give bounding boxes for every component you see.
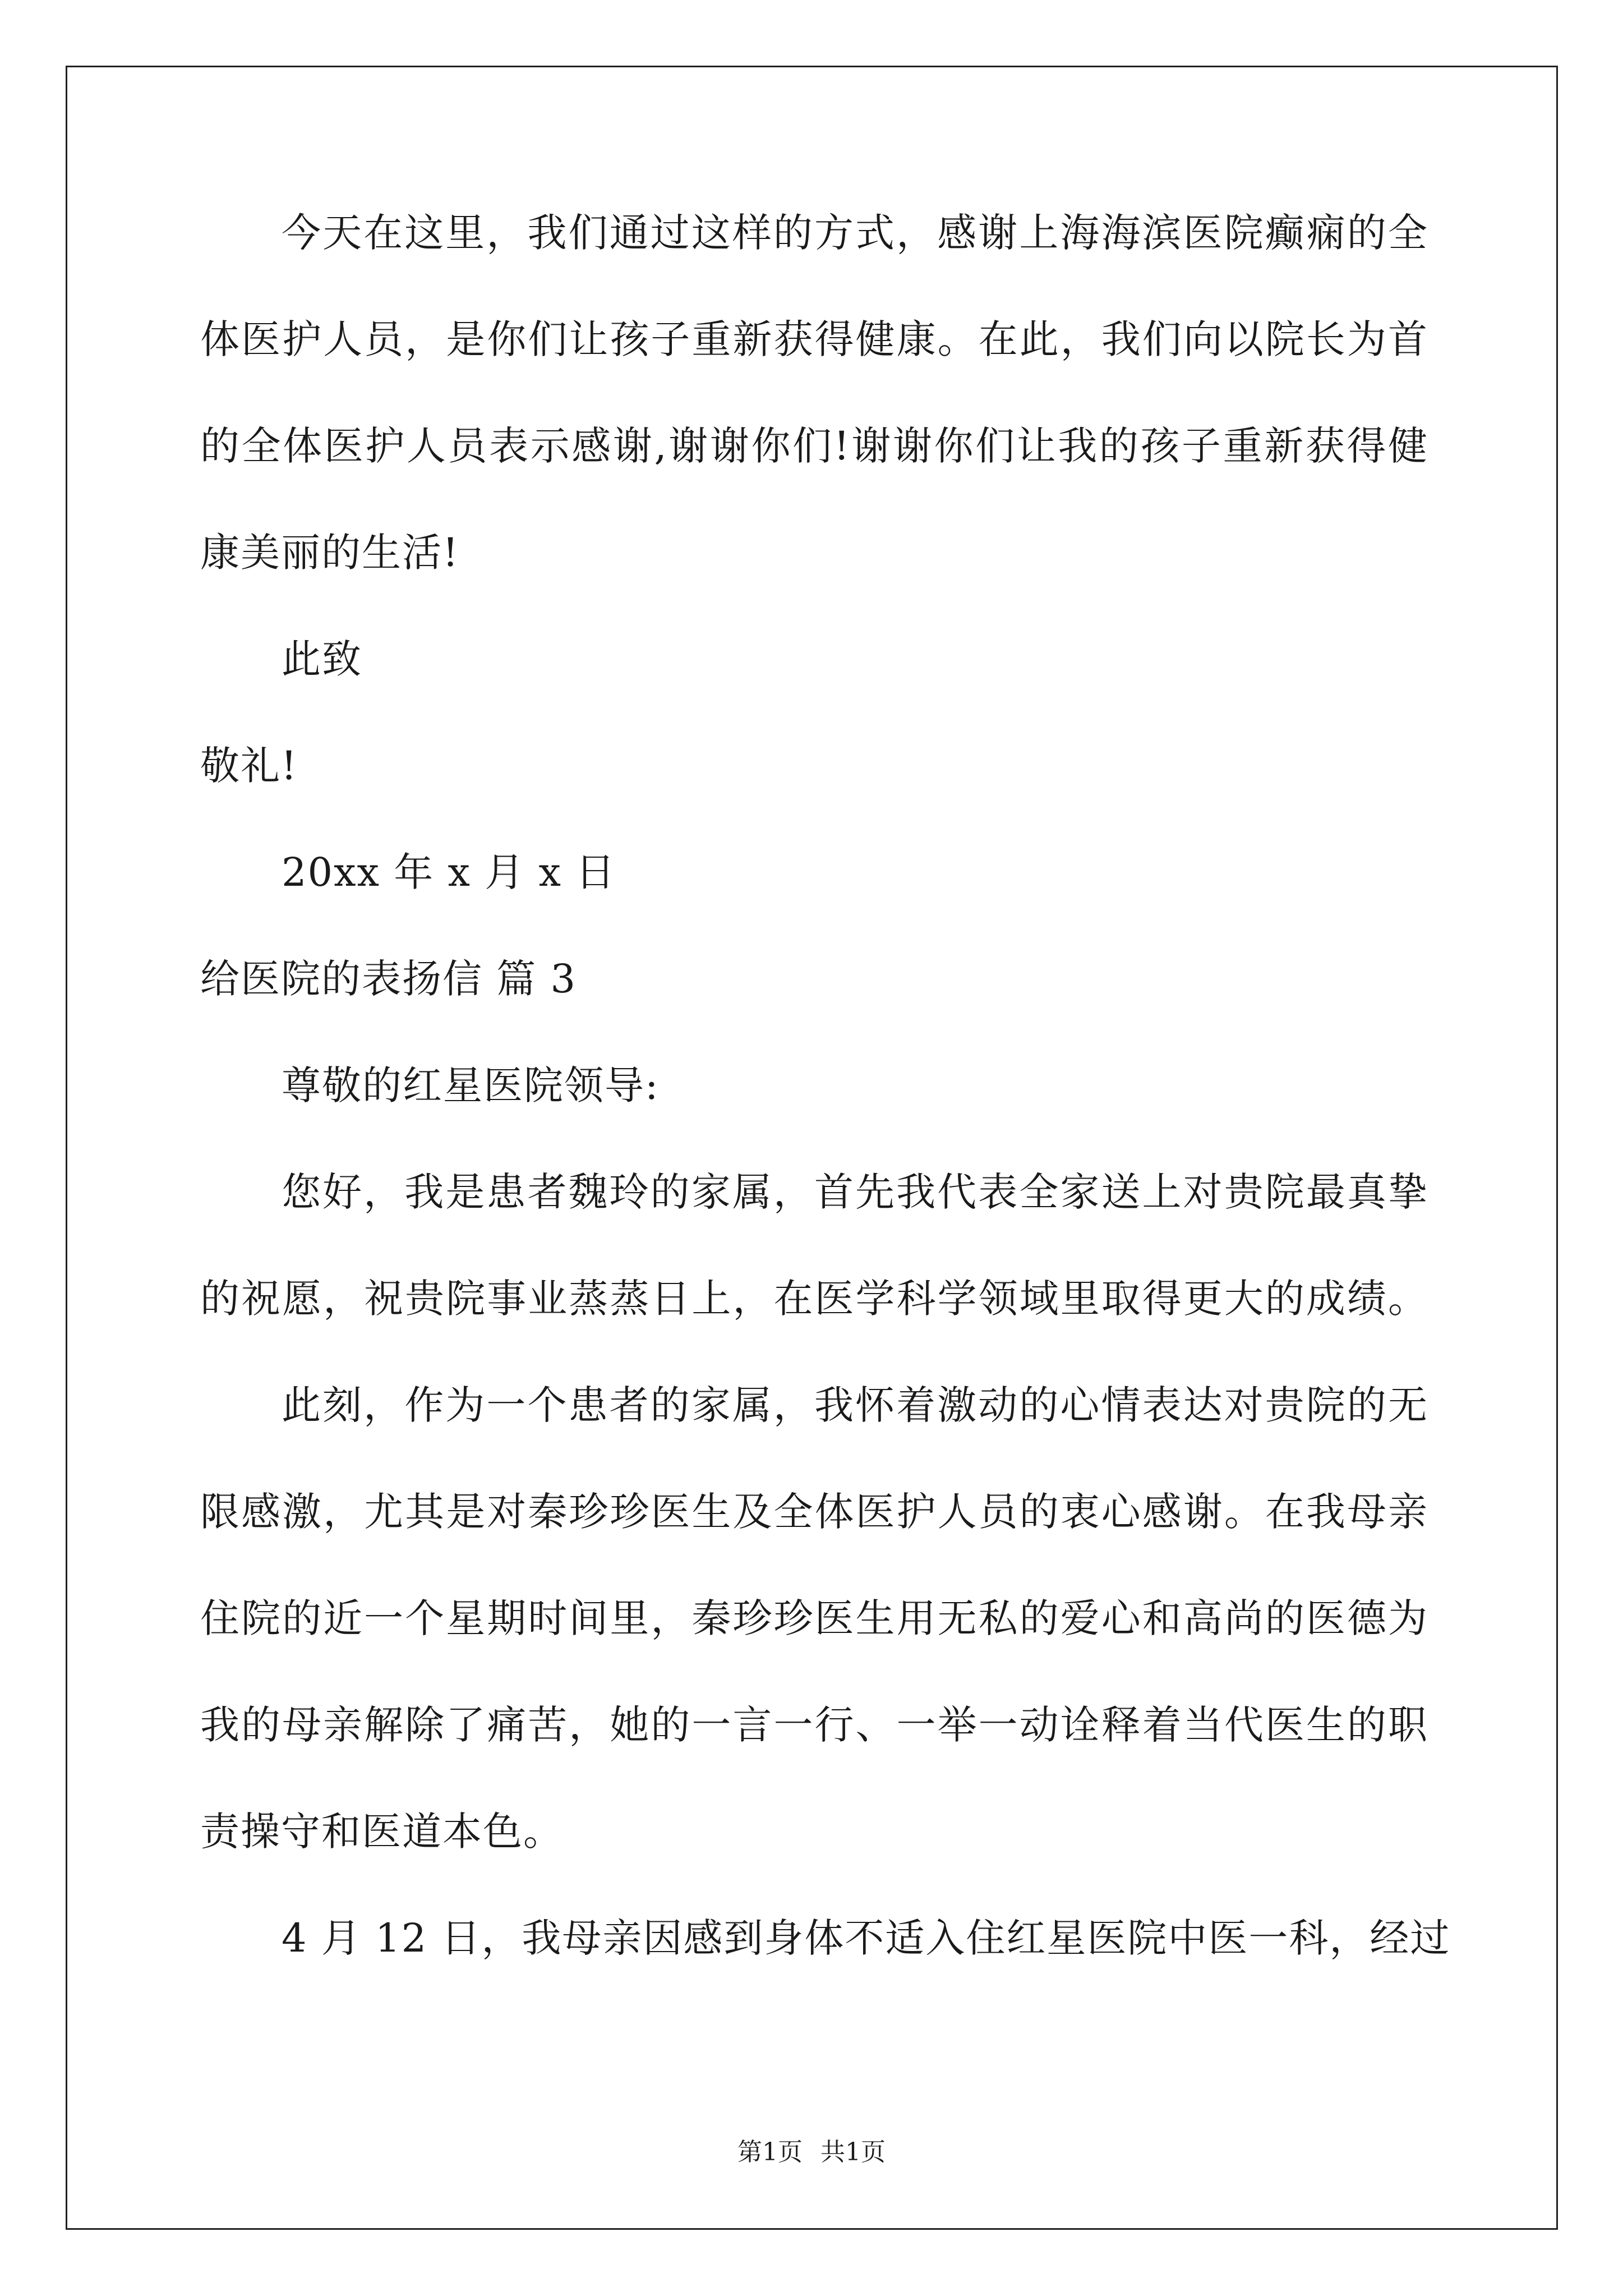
page-footer bbox=[0, 2138, 1623, 2166]
paragraph-line: 的祝愿，祝贵院事业蒸蒸日上，在医学科学领域里取得更大的成绩。 bbox=[200, 1276, 1428, 1322]
page-number: 第1页 bbox=[737, 2138, 803, 2166]
section-heading: 给医院的表扬信 篇 3 bbox=[200, 956, 577, 1002]
paragraph-line: 限感激，尤其是对秦珍珍医生及全体医护人员的衷心感谢。在我母亲 bbox=[200, 1489, 1428, 1535]
paragraph-line: 4 月 12 日，我母亲因感到身体不适入住红星医院中医一科，经过 bbox=[282, 1915, 1451, 1961]
closing-regards: 敬礼! bbox=[200, 743, 298, 789]
paragraph-line: 您好，我是患者魏玲的家属，首先我代表全家送上对贵院最真挚 bbox=[282, 1169, 1428, 1215]
paragraph-line: 体医护人员，是你们让孩子重新获得健康。在此，我们向以院长为首 bbox=[200, 316, 1428, 362]
paragraph-line: 住院的近一个星期时间里，秦珍珍医生用无私的爱心和高尚的医德为 bbox=[200, 1595, 1428, 1641]
paragraph-line: 此刻，作为一个患者的家属，我怀着激动的心情表达对贵院的无 bbox=[282, 1382, 1428, 1428]
paragraph-line: 我的母亲解除了痛苦，她的一言一行、一举一动诠释着当代医生的职 bbox=[200, 1702, 1428, 1748]
document-body bbox=[200, 210, 1451, 2025]
paragraph-line: 今天在这里，我们通过这样的方式，感谢上海海滨医院癫痫的全 bbox=[282, 210, 1428, 256]
paragraph-line: 的全体医护人员表示感谢,谢谢你们!谢谢你们让我的孩子重新获得健 bbox=[200, 423, 1428, 469]
letter-date: 20xx 年 x 月 x 日 bbox=[282, 849, 616, 895]
page-total: 共1页 bbox=[820, 2138, 886, 2166]
paragraph-line: 康美丽的生活! bbox=[200, 530, 460, 576]
paragraph-line: 责操守和医道本色。 bbox=[200, 1809, 564, 1855]
closing-salutation: 此致 bbox=[282, 636, 362, 682]
letter-greeting: 尊敬的红星医院领导: bbox=[282, 1062, 660, 1108]
